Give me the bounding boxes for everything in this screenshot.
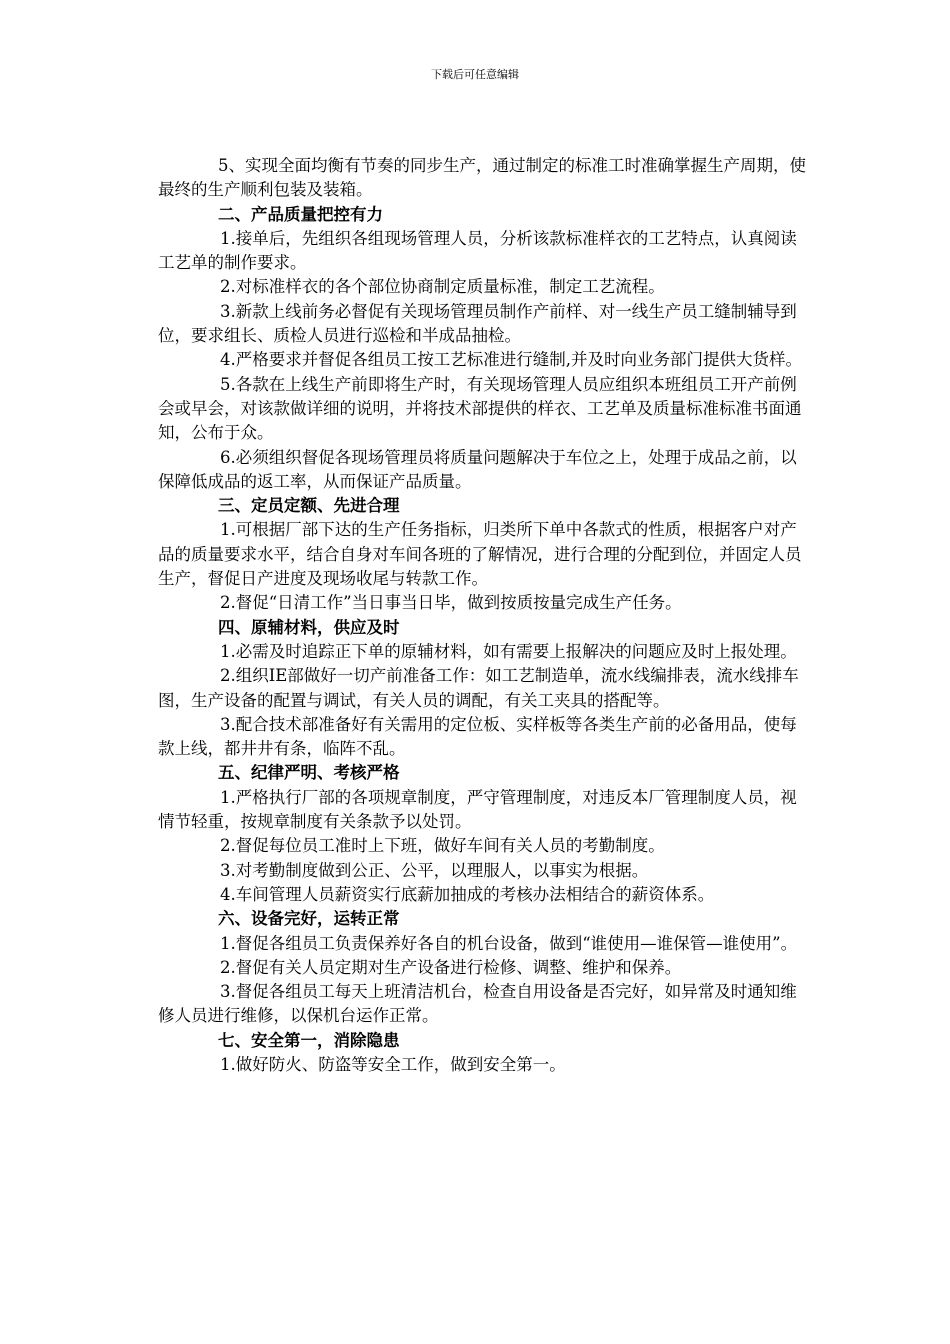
list-item: 2.组织IE部做好一切产前准备工作：如工艺制造单，流水线编排表，流水线排车图，生产设备的配置与调试，有关人员的调配，有关工夹具的搭配等。: [158, 666, 799, 710]
section-heading: 三、定员定额、先进合理: [218, 496, 400, 516]
list-item: 2.对标准样衣的各个部位协商制定质量标准，制定工艺流程。: [220, 277, 665, 297]
section-heading: 七、安全第一，消除隐患: [218, 1030, 400, 1050]
list-item: 1.接单后，先组织各组现场管理人员，分析该款标准样衣的工艺特点，认真阅读工艺单的制作要求。: [158, 228, 797, 273]
section-heading: 四、原辅材料，供应及时: [218, 617, 400, 637]
list-item: 2.督促有关人员定期对生产设备进行检修、调整、维护和保养。: [220, 957, 682, 977]
section-heading: 五、纪律严明、考核严格: [218, 763, 400, 783]
list-item: 3.新款上线前务必督促有关现场管理员制作产前样、对一线生产员工缝制辅导到位，要求组长、质检人员进行巡检和半成品抽检。: [158, 301, 797, 346]
list-item: 1.督促各组员工负责保养好各自的机台设备，做到“谁使用—谁保管—谁使用”。: [220, 933, 798, 953]
list-item: 5.各款在上线生产前即将生产时，有关现场管理人员应组织本班组员工开产前例会或早会，对该款做详细的说明，并将技术部提供的样衣、工艺单及质量标准标准书面通知，公布于众。: [158, 374, 802, 443]
list-item: 4.严格要求并督促各组员工按工艺标准进行缝制,并及时向业务部门提供大货样。: [220, 350, 802, 370]
list-item: 3.配合技术部准备好有关需用的定位板、实样板等各类生产前的必备用品，使每款上线，都井井有条，临阵不乱。: [158, 714, 797, 759]
page-header-note: 下载后可任意编辑: [431, 68, 519, 81]
list-item: 2.督促每位员工准时上下班，做好车间有关人员的考勤制度。: [220, 836, 665, 856]
section-heading: 六、设备完好，运转正常: [218, 909, 400, 929]
list-item: 1.必需及时追踪正下单的原辅材料，如有需要上报解决的问题应及时上报处理。: [220, 641, 797, 661]
section-heading: 二、产品质量把控有力: [218, 204, 383, 224]
list-item: 1.可根据厂部下达的生产任务指标，归类所下单中各款式的性质，根据客户对产品的质量要求水平，结合自身对车间各班的了解情况，进行合理的分配到位，并固定人员生产，督促日产进度及现场收尾与转款工作。: [158, 520, 802, 589]
document-body: [158, 154, 808, 1077]
list-item: 4.车间管理人员薪资实行底薪加抽成的考核办法相结合的薪资体系。: [220, 884, 715, 904]
list-item: 1.做好防火、防盗等安全工作，做到安全第一。: [220, 1054, 566, 1074]
list-item: 3.对考勤制度做到公正、公平，以理服人，以事实为根据。: [220, 860, 649, 880]
list-item: 6.必须组织督促各现场管理员将质量问题解决于车位之上，处理于成品之前，以保障低成品的返工率，从而保证产品质量。: [158, 447, 797, 491]
list-item: 2.督促“日清工作”当日事当日毕，做到按质按量完成生产任务。: [220, 593, 682, 613]
list-item: 3.督促各组员工每天上班清洁机台，检查自用设备是否完好，如异常及时通知维修人员进行维修，以保机台运作正常。: [158, 982, 797, 1026]
list-item: 1.严格执行厂部的各项规章制度，严守管理制度，对违反本厂管理制度人员，视情节轻重，按规章制度有关条款予以处罚。: [158, 787, 797, 832]
paragraph: 5、实现全面均衡有节奏的同步生产，通过制定的标准工时准确掌握生产周期，使最终的生产顺利包装及装箱。: [158, 156, 806, 200]
